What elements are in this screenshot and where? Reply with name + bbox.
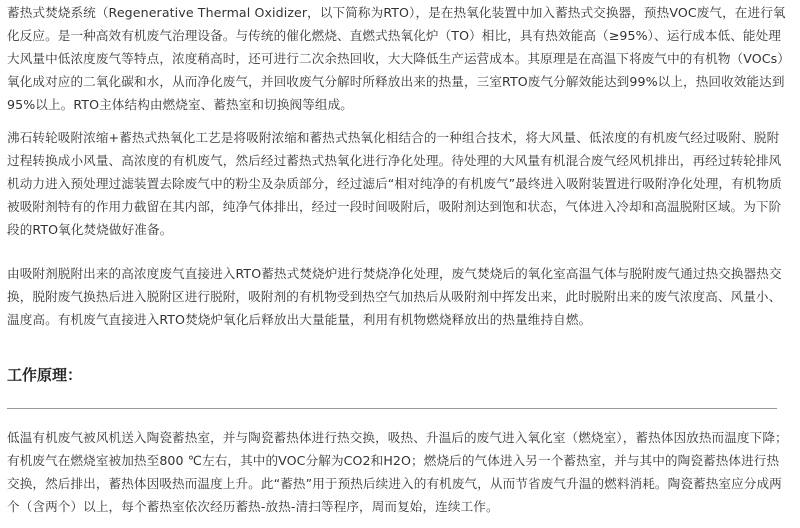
zeolite-process-paragraph: 沸石转轮吸附浓缩+蓄热式热氧化工艺是将吸附浓缩和蓄热式热氧化相结合的一种组合技术，将大风量、低浓度的有机废气经过吸附、脱附过程转换成小风量、高浓度的有机废气，然后经过蓄热式热氧化进行净化处理。待处理的大风量有机混合废气经风机排出，再经过转轮排风机动力进入预处理过滤装置去除废气中的粉尘及杂质部分，经过滤后“相对纯净的有机废气”最终进入吸附装置进行吸附净化处理，有机物质被吸附剂特有的作用力截留在其内部，纯净气体排出，经过一段时间吸附后，吸附剂达到饱和状态，气体进入冷却和高温脱附区域。为下阶段的RTO氧化焚烧做好准备。 — [7, 130, 782, 237]
intro-paragraph: 蓄热式焚烧系统（Regenerative Thermal Oxidizer，以下简称为RTO），是在热氧化装置中加入蓄热式交换器，预热VOC废气，在进行氧化反应。是一种高效有机废气治理设备。与传统的催化燃烧、直燃式热氧化炉（TO）相比，具有热效能高（≥95%）、运行成本低、能处理大风量中低浓度废气等特点，浓度稍高时，还可进行二次余热回收，大大降低生产运营成本。其原理是在高温下将废气中的有机物（VOCs）氧化成对应的二氧化碳和水，从而净化废气，并回收废气分解时所释放出来的热量，三室RTO废气分解效能达到99%以上，热回收效能达到95%以上。RTO主体结构由燃烧室、蓄热室和切换阀等组成。 — [7, 5, 786, 112]
desorption-paragraph: 由吸附剂脱附出来的高浓度废气直接进入RTO蓄热式焚烧炉进行焚烧净化处理，废气焚烧后的氧化室高温气体与脱附废气通过热交换器热交换，脱附废气换热后进入脱附区进行脱附，吸附剂的有机物受到热空气加热后从吸附剂中挥发出来，此时脱附出来的废气浓度高、风量小、温度高。有机废气直接进入RTO焚烧炉氧化后释放出大量能量，利用有机物燃烧释放出的热量维持自燃。 — [7, 266, 782, 327]
section-divider — [7, 408, 777, 409]
section-heading: 工作原理： — [7, 366, 83, 384]
working-principle-paragraph: 低温有机废气被风机送入陶瓷蓄热室，并与陶瓷蓄热体进行热交换，吸热、升温后的废气进入氧化室（燃烧室），蓄热体因放热而温度下降；有机废气在燃烧室被加热至800 ℃左右，其中的VOC分解为CO2和H2O；燃烧后的气体进入另一个蓄热室，并与其中的陶瓷蓄热体进行热交换，然后排出，蓄热体因吸热而温度上升。此“蓄热”用于预热后续进入的有机废气，从而节省废气升温的燃料消耗。陶瓷蓄热室应分成两个（含两个）以上，每个蓄热室依次经历蓄热-放热-清扫等程序，周而复始，连续工作。 — [7, 430, 788, 514]
